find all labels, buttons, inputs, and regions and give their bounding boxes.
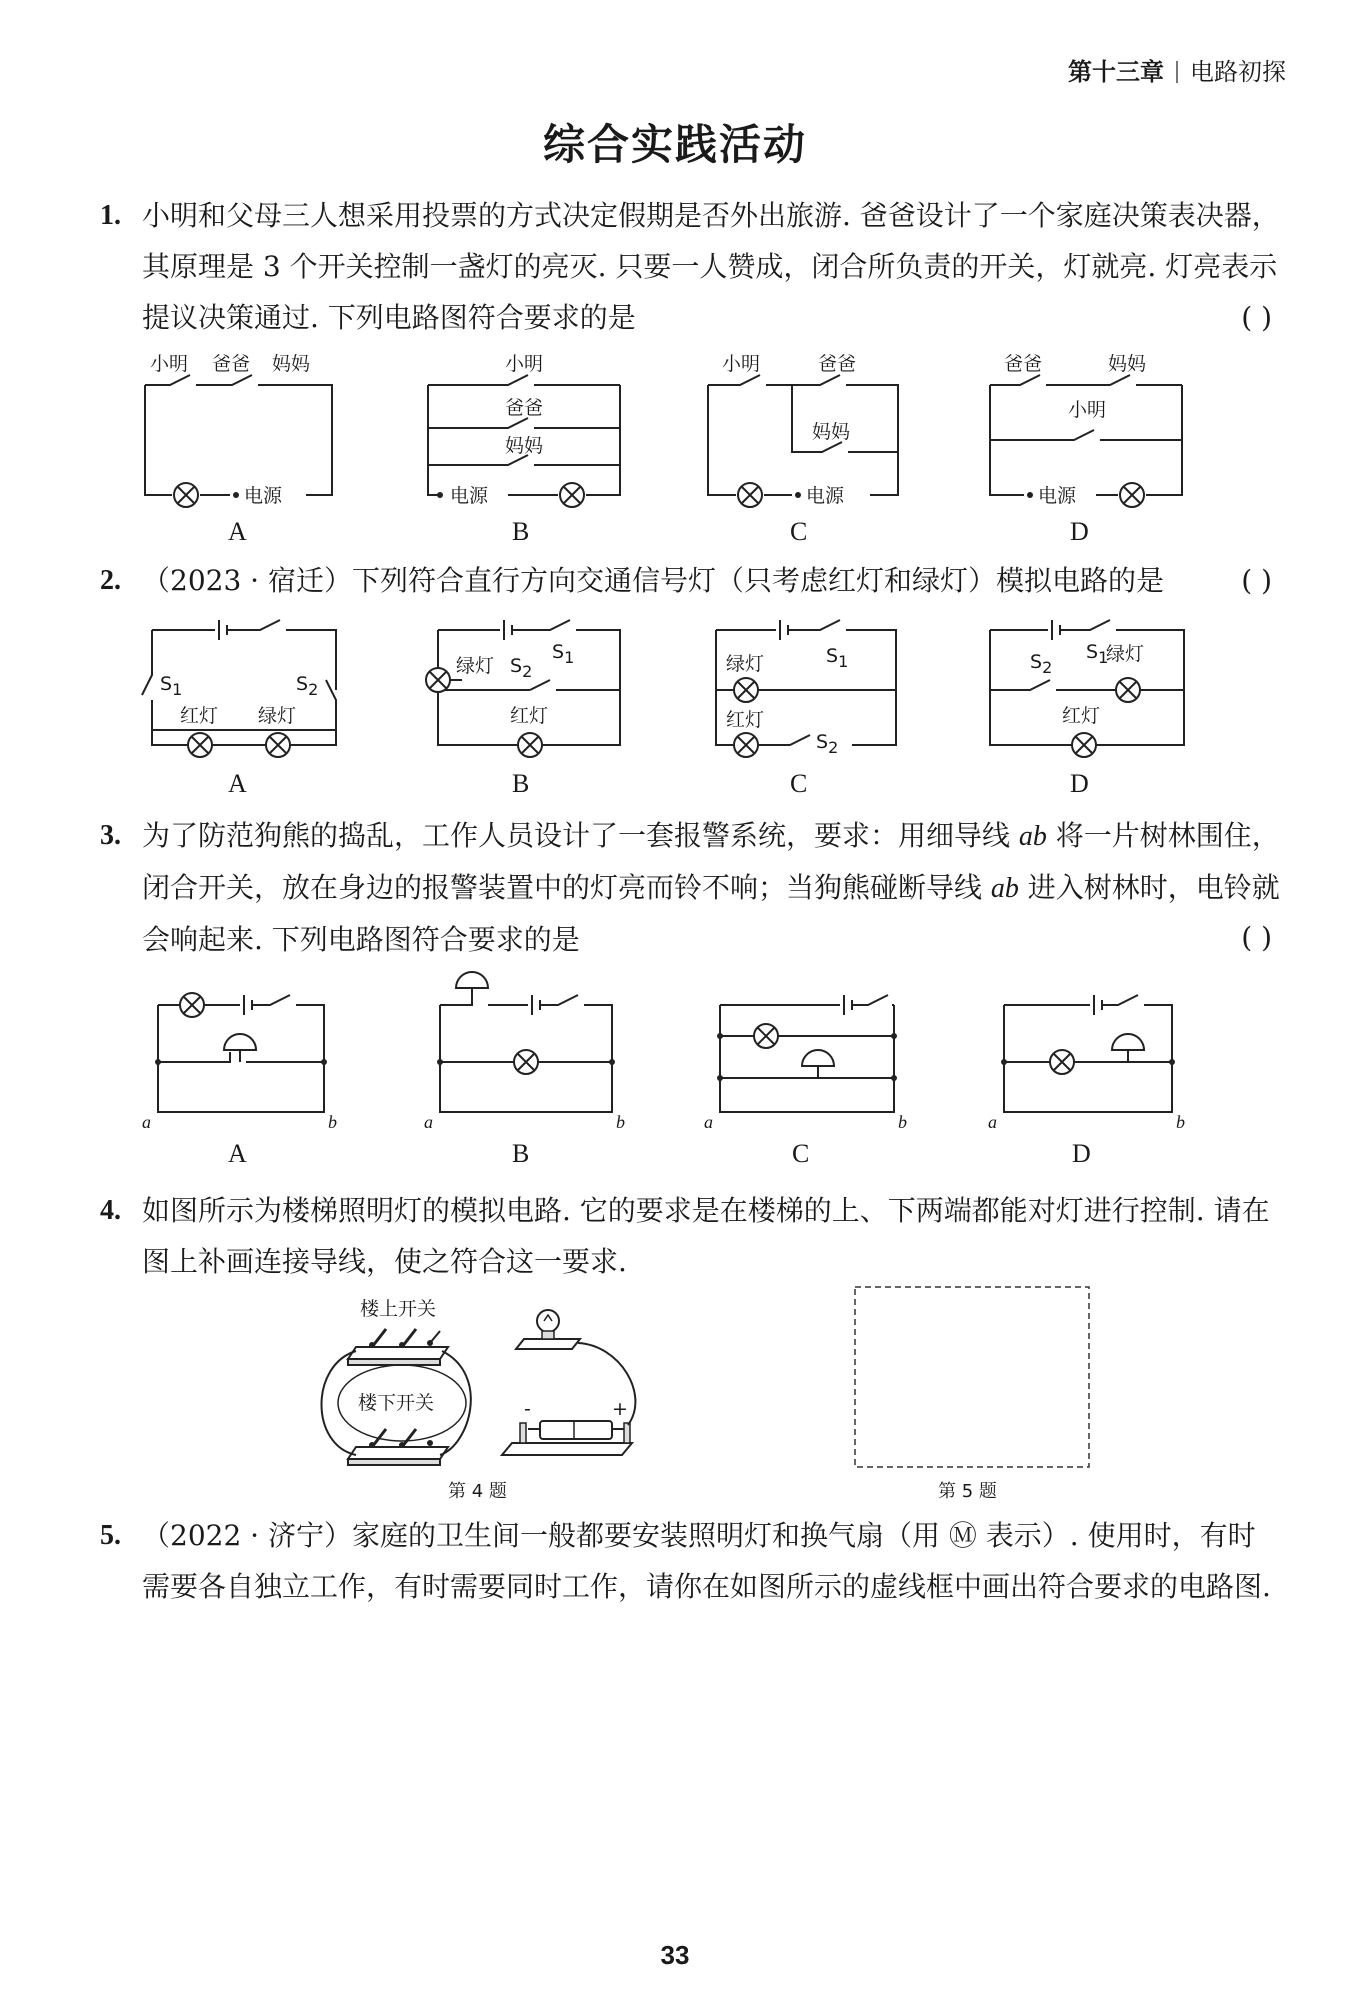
label-xiaoming: 小明 [1068, 399, 1107, 421]
lamp-icon [754, 1024, 778, 1048]
label-mama: 妈妈 [505, 435, 544, 457]
q2-circuit-d [990, 620, 1184, 798]
label-baba: 爸爸 [1004, 353, 1043, 375]
option-d: D [1072, 1139, 1091, 1168]
chapter-label: 第十三章 [1068, 58, 1164, 86]
label-green: 绿灯 [258, 705, 297, 727]
switch-s2-label: $S_2$ [1030, 651, 1053, 677]
bell-icon [224, 1034, 256, 1062]
q4-q5-figures [0, 1285, 1350, 1505]
label-red: 红灯 [510, 705, 549, 727]
lamp-icon [180, 993, 204, 1017]
option-c: C [790, 769, 808, 798]
switch-s2-label: $S_2$ [816, 731, 839, 757]
lamp-icon [738, 483, 762, 507]
switch-s1-label: $S_1$ [1086, 641, 1109, 667]
green-lamp-icon [734, 678, 758, 702]
label-a: a [704, 1112, 713, 1132]
label-red: 红灯 [180, 705, 219, 727]
question-text: 如图所示为楼梯照明灯的模拟电路. 它的要求是在楼梯的上、下两端都能对灯进行控制. 请在图上补画连接导线，使之符合这一要求. [142, 1194, 1270, 1278]
red-lamp-icon [734, 733, 758, 757]
label-a: a [988, 1112, 997, 1132]
label-a: a [424, 1112, 433, 1132]
label-power: 电源 [450, 485, 489, 507]
q2-circuit-a [142, 620, 336, 798]
answer-paren: ( ) [1241, 921, 1272, 954]
q2-circuit-b [426, 620, 620, 798]
question-text: 小明和父母三人想采用投票的方式决定假期是否外出旅游. 爸爸设计了一个家庭决策表决器，其原理是 3 个开关控制一盏灯的亮灭. 只要一人赞成，闭合所负责的开关，灯就亮. 灯亮表示提议决策通过. 下列电路图符合要求的是 [142, 199, 1280, 334]
label-baba: 爸爸 [818, 353, 857, 375]
label-xiaoming: 小明 [722, 353, 761, 375]
label-baba: 爸爸 [505, 397, 544, 419]
option-c: C [790, 517, 808, 546]
q1-circuit-d [990, 353, 1182, 546]
label-power: 电源 [806, 485, 845, 507]
question-number: 1. [100, 200, 121, 231]
red-lamp-icon [188, 733, 212, 757]
downstairs-switch-icon [348, 1429, 448, 1465]
question-number: 2. [100, 565, 121, 596]
question-4 [100, 1185, 1280, 1287]
label-b: b [616, 1112, 625, 1132]
label-baba: 爸爸 [212, 353, 251, 375]
upstairs-switch-icon [348, 1329, 448, 1365]
lamp-icon [1120, 483, 1144, 507]
lamp-icon [560, 483, 584, 507]
question-number: 3. [100, 820, 121, 851]
green-lamp-icon [1116, 678, 1140, 702]
bell-icon [456, 972, 488, 1000]
page-title: 综合实践活动 [542, 120, 807, 169]
q1-circuit-c [708, 353, 898, 546]
label-power: 电源 [244, 485, 283, 507]
label-red: 红灯 [1062, 705, 1101, 727]
battery-icon [502, 1421, 632, 1455]
question-number: 4. [100, 1195, 121, 1226]
q3-circuit-a [142, 993, 337, 1168]
question-2 [100, 555, 1280, 606]
option-c: C [792, 1139, 810, 1168]
label-green: 绿灯 [726, 653, 765, 675]
lamp-icon [514, 1050, 538, 1074]
switch-s1-label: $S_1$ [826, 645, 849, 671]
answer-box-fig5[interactable] [855, 1287, 1089, 1467]
answer-paren: ( ) [1241, 301, 1272, 334]
red-lamp-icon [1072, 733, 1096, 757]
label-a: a [142, 1112, 151, 1132]
red-lamp-icon [518, 733, 542, 757]
green-lamp-icon [266, 733, 290, 757]
q3-circuit-figures [0, 970, 1350, 1170]
label-mama: 妈妈 [1108, 353, 1147, 375]
label-b: b [1176, 1112, 1185, 1132]
label-xiaoming: 小明 [150, 353, 189, 375]
switch-s1-label: $S_1$ [552, 641, 575, 667]
bell-icon [1112, 1034, 1144, 1062]
caption-fig5: 第 5 题 [938, 1481, 997, 1502]
label-green: 绿灯 [1106, 643, 1145, 665]
q2-circuit-figures [0, 610, 1350, 810]
q3-circuit-d [988, 995, 1185, 1168]
battery-minus-label: - [524, 1398, 531, 1420]
page-number: 33 [660, 1940, 690, 1970]
label-upstairs-switch: 楼上开关 [360, 1298, 437, 1320]
label-b: b [898, 1112, 907, 1132]
option-a: A [228, 769, 247, 798]
green-lamp-icon [426, 668, 450, 692]
battery-plus-label: + [612, 1398, 628, 1420]
question-5 [100, 1510, 1280, 1612]
question-3 [100, 810, 1280, 965]
q2-circuit-c [716, 620, 896, 798]
question-text: （2022 · 济宁）家庭的卫生间一般都要安装照明灯和换气扇（用 Ⓜ 表示）. 使用时，有时需要各自独立工作，有时需要同时工作，请你在如图所示的虚线框中画出符合要求的电路图. [142, 1519, 1271, 1603]
switch-s2-label: $S_2$ [296, 673, 319, 699]
switch-s1-label: $S_1$ [160, 673, 183, 699]
q1-circuit-a [145, 353, 332, 546]
lamp-icon [1050, 1050, 1074, 1074]
option-b: B [512, 769, 530, 798]
label-b: b [328, 1112, 337, 1132]
label-downstairs-switch: 楼下开关 [358, 1392, 435, 1414]
q1-circuit-b [428, 353, 620, 546]
header-divider [1176, 61, 1178, 83]
question-text: 为了防范狗熊的捣乱，工作人员设计了一套报警系统，要求：用细导线 ab 将一片树林围住，闭合开关，放在身边的报警装置中的灯亮而铃不响；当狗熊碰断导线 ab 进入树林时，电铃就会响起来. 下列电路图符合要求的是 [142, 819, 1280, 956]
option-d: D [1070, 769, 1089, 798]
var-ab: ab [990, 873, 1019, 904]
question-1 [100, 190, 1280, 343]
bell-icon [802, 1050, 834, 1078]
label-green: 绿灯 [456, 655, 495, 677]
label-mama: 妈妈 [812, 421, 851, 443]
switch-s2-label: $S_2$ [510, 655, 533, 681]
q3-circuit-c [704, 995, 907, 1168]
option-a: A [228, 517, 247, 546]
bulb-icon [516, 1310, 580, 1349]
option-b: B [512, 517, 530, 546]
question-number: 5. [100, 1520, 121, 1551]
stair-light-apparatus [322, 1298, 636, 1502]
label-red: 红灯 [726, 709, 765, 731]
section-label: 电路初探 [1190, 58, 1286, 86]
q3-circuit-b [424, 972, 625, 1168]
q1-circuit-figures [0, 340, 1350, 560]
question-text: （2023 · 宿迁）下列符合直行方向交通信号灯（只考虑红灯和绿灯）模拟电路的是 [142, 564, 1164, 597]
option-b: B [512, 1139, 530, 1168]
page-header [1068, 52, 1286, 87]
label-xiaoming: 小明 [505, 353, 544, 375]
label-mama: 妈妈 [272, 353, 311, 375]
lamp-icon [174, 483, 198, 507]
var-ab: ab [1018, 821, 1047, 852]
caption-fig4: 第 4 题 [448, 1481, 507, 1502]
option-d: D [1070, 517, 1089, 546]
label-power: 电源 [1038, 485, 1077, 507]
answer-paren: ( ) [1241, 564, 1272, 597]
option-a: A [228, 1139, 247, 1168]
